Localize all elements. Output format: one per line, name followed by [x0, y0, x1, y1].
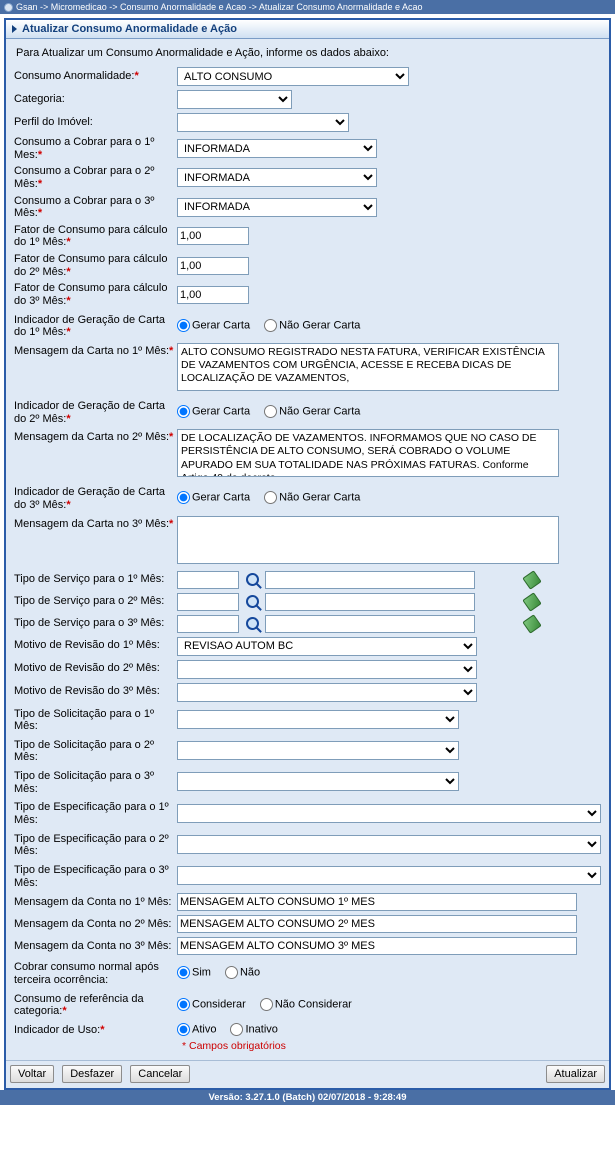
- row-tipo-solicitacao-2: [14, 735, 601, 766]
- radio-input-nao-gerar-carta-1[interactable]: [264, 319, 277, 332]
- label-fator-3: [14, 280, 177, 309]
- label-text: Mensagem da Carta no 3º Mês:: [14, 517, 170, 530]
- label-text: Fator de Consumo para cálculo do 2º Mês:: [14, 253, 168, 278]
- radio-input-gerar-carta-2[interactable]: [177, 405, 190, 418]
- row-mensagem-carta-1: [14, 341, 601, 396]
- atualizar-button[interactable]: Atualizar: [546, 1065, 605, 1083]
- label-text: Mensagem da Carta no 1º Mês:: [14, 344, 170, 357]
- radio-considerar[interactable]: [177, 998, 246, 1011]
- radio-label: Gerar Carta: [192, 491, 251, 504]
- radio-input-gerar-carta-3[interactable]: [177, 491, 190, 504]
- radio-label: Ativo: [192, 1023, 217, 1035]
- required-marker: *: [66, 498, 71, 511]
- select-categoria[interactable]: [177, 90, 292, 109]
- label-tipo-servico-2: Tipo de Serviço para o 2º Mês:: [14, 594, 165, 607]
- page-container: [0, 14, 615, 1090]
- row-indicador-carta-2: [14, 396, 601, 427]
- footer-right-buttons: [546, 1065, 605, 1083]
- row-tipo-especificacao-1: [14, 797, 601, 828]
- search-icon[interactable]: [243, 571, 261, 589]
- radio-input-nao-considerar[interactable]: [260, 998, 273, 1011]
- label-text: Mensagem da Carta no 2º Mês:: [14, 431, 170, 444]
- footer-left-buttons: [10, 1065, 190, 1083]
- input-mensagem-conta-1[interactable]: [177, 893, 577, 911]
- row-motivo-revisao-3: [14, 681, 601, 704]
- radiogroup-cobrar-consumo-normal: [177, 966, 601, 979]
- label-mensagem-carta-1: [14, 341, 177, 396]
- label-text: Indicador de Geração de Carta do 1º Mês:: [14, 313, 166, 339]
- breadcrumb-text: Gsan -> Micromedicao -> Consumo Anormalidade e Acao -> Atualizar Consumo Anormalidade e Acao: [16, 2, 423, 12]
- radio-input-ativo[interactable]: [177, 1023, 190, 1036]
- input-mensagem-conta-2[interactable]: [177, 915, 577, 933]
- label-text: Indicador de Uso:: [14, 1023, 101, 1036]
- required-marker: *: [169, 431, 174, 444]
- label-consumo-cobrar-1: [14, 134, 177, 163]
- label-tipo-especificacao-2: Tipo de Especificação para o 2º Mês:: [14, 832, 169, 858]
- panel-title: [6, 20, 609, 39]
- label-tipo-especificacao-3: Tipo de Especificação para o 3º Mês:: [14, 863, 169, 889]
- label-mensagem-conta-1: Mensagem da Conta no 1º Mês:: [14, 895, 172, 908]
- row-tipo-especificacao-2: [14, 829, 601, 860]
- label-text: Consumo a Cobrar para o 3º Mês:: [14, 194, 155, 220]
- row-indicador-carta-3: [14, 482, 601, 513]
- radio-label: Gerar Carta: [192, 405, 251, 418]
- row-mensagem-conta-1: [14, 891, 601, 913]
- radio-input-gerar-carta-1[interactable]: [177, 319, 190, 332]
- radio-label: Gerar Carta: [192, 319, 251, 332]
- label-tipo-servico-1: Tipo de Serviço para o 1º Mês:: [14, 572, 165, 585]
- select-consumo-anormalidade[interactable]: [177, 67, 409, 86]
- label-mensagem-conta-3: Mensagem da Conta no 3º Mês:: [14, 939, 172, 952]
- select-tipo-especificacao-2[interactable]: [177, 835, 601, 854]
- label-indicador-uso: [14, 1020, 177, 1039]
- clear-icon[interactable]: [523, 593, 541, 611]
- radio-nao-gerar-carta-3[interactable]: [264, 491, 360, 504]
- select-tipo-especificacao-3[interactable]: [177, 866, 601, 885]
- select-consumo-cobrar-2[interactable]: [177, 168, 377, 187]
- label-fator-2: [14, 251, 177, 280]
- radio-gerar-carta-2[interactable]: [177, 405, 250, 418]
- row-tipo-solicitacao-1: [14, 704, 601, 735]
- radio-label: Inativo: [245, 1023, 278, 1035]
- row-consumo-cobrar-1: [14, 134, 601, 163]
- label-tipo-solicitacao-3: Tipo de Solicitação para o 3º Mês:: [14, 770, 154, 795]
- clear-icon[interactable]: [523, 571, 541, 589]
- required-marker: *: [66, 236, 71, 249]
- label-tipo-solicitacao-1: Tipo de Solicitação para o 1º Mês:: [14, 707, 154, 733]
- version-text: Versão: 3.27.1.0 (Batch) 02/07/2018 - 9:28:49: [208, 1092, 407, 1104]
- input-tipo-servico-3-description: [265, 615, 475, 633]
- required-marker: *: [37, 148, 43, 161]
- row-tipo-servico-3: [14, 613, 601, 635]
- row-fator-1: [14, 222, 601, 251]
- row-categoria: [14, 88, 601, 111]
- lookup-tipo-servico-3: [177, 615, 601, 633]
- input-tipo-servico-1-code[interactable]: [177, 571, 239, 589]
- intro-text: Para Atualizar um Consumo Anormalidade e Ação, informe os dados abaixo:: [16, 47, 389, 59]
- row-indicador-uso: [14, 1020, 601, 1039]
- version-bar: [0, 1090, 615, 1105]
- label-tipo-especificacao-1: Tipo de Especificação para o 1º Mês:: [14, 801, 169, 827]
- search-icon[interactable]: [243, 615, 261, 633]
- radiogroup-indicador-carta-1: [177, 319, 601, 332]
- radio-label: Não Considerar: [274, 998, 352, 1011]
- label-motivo-revisao-2: Motivo de Revisão do 2º Mês:: [14, 661, 160, 674]
- lookup-tipo-servico-2: [177, 593, 601, 611]
- row-cobrar-consumo-normal: [14, 957, 601, 988]
- cancelar-button[interactable]: Cancelar: [130, 1065, 190, 1083]
- radio-input-inativo[interactable]: [230, 1023, 243, 1036]
- label-text: Consumo de referência da categoria:: [14, 992, 144, 1018]
- radio-gerar-carta-1[interactable]: [177, 319, 250, 332]
- required-marker: *: [66, 265, 71, 278]
- row-tipo-servico-1: [14, 569, 601, 591]
- form-footer: [6, 1060, 609, 1088]
- input-tipo-servico-1-description: [265, 571, 475, 589]
- radiogroup-indicador-carta-3: [177, 491, 601, 504]
- clear-icon[interactable]: [523, 615, 541, 633]
- voltar-button[interactable]: Voltar: [10, 1065, 54, 1083]
- required-marker: *: [169, 344, 174, 357]
- input-mensagem-conta-3[interactable]: [177, 937, 577, 955]
- radio-nao-gerar-carta-1[interactable]: [264, 319, 360, 332]
- label-indicador-carta-3: [14, 482, 177, 513]
- form-table: [14, 65, 601, 1038]
- input-fator-2[interactable]: [177, 257, 249, 275]
- radio-input-considerar[interactable]: [177, 998, 190, 1011]
- radio-nao-gerar-carta-2[interactable]: [264, 405, 360, 418]
- input-fator-3[interactable]: [177, 286, 249, 304]
- input-tipo-servico-2-code[interactable]: [177, 593, 239, 611]
- label-mensagem-carta-3: [14, 514, 177, 569]
- label-text: Consumo a Cobrar para o 2º Mês:: [14, 165, 155, 190]
- row-tipo-especificacao-3: [14, 860, 601, 891]
- row-mensagem-conta-2: [14, 913, 601, 935]
- panel-title-text: Atualizar Consumo Anormalidade e Ação: [22, 23, 237, 35]
- row-fator-3: [14, 280, 601, 309]
- select-tipo-solicitacao-2[interactable]: [177, 741, 459, 760]
- radio-ativo[interactable]: [177, 1023, 216, 1036]
- input-tipo-servico-3-code[interactable]: [177, 615, 239, 633]
- radio-input-nao-gerar-carta-2[interactable]: [264, 405, 277, 418]
- row-indicador-carta-1: [14, 310, 601, 341]
- label-indicador-carta-2: [14, 396, 177, 427]
- row-fator-2: [14, 251, 601, 280]
- label-mensagem-conta-2: Mensagem da Conta no 2º Mês:: [14, 917, 172, 930]
- lookup-tipo-servico-1: [177, 571, 601, 589]
- required-marker: *: [169, 517, 174, 530]
- row-consumo-referencia: [14, 989, 601, 1020]
- required-marker: *: [134, 70, 139, 83]
- radio-cobrar-nao[interactable]: [225, 966, 260, 979]
- select-consumo-cobrar-1[interactable]: [177, 139, 377, 158]
- row-consumo-cobrar-3: [14, 193, 601, 222]
- radio-gerar-carta-3[interactable]: [177, 491, 250, 504]
- select-motivo-revisao-1[interactable]: [177, 637, 477, 656]
- select-perfil-imovel[interactable]: [177, 113, 349, 132]
- globe-icon: [4, 3, 13, 12]
- row-tipo-servico-2: [14, 591, 601, 613]
- label-text: Indicador de Geração de Carta do 2º Mês:: [14, 399, 166, 425]
- panel-body: [6, 39, 609, 1060]
- row-consumo-cobrar-2: [14, 163, 601, 192]
- form-panel: [4, 18, 611, 1090]
- label-consumo-anormalidade: [14, 65, 177, 88]
- textarea-mensagem-carta-2[interactable]: [177, 429, 559, 477]
- row-tipo-solicitacao-3: [14, 766, 601, 797]
- radio-input-nao-gerar-carta-3[interactable]: [264, 491, 277, 504]
- radiogroup-indicador-uso: [177, 1023, 601, 1036]
- select-tipo-solicitacao-3[interactable]: [177, 772, 459, 791]
- select-tipo-solicitacao-1[interactable]: [177, 710, 459, 729]
- required-marker: *: [100, 1023, 105, 1036]
- radio-label: Sim: [192, 966, 211, 979]
- row-consumo-anormalidade: [14, 65, 601, 88]
- select-motivo-revisao-2[interactable]: [177, 660, 477, 679]
- select-motivo-revisao-3[interactable]: [177, 683, 477, 702]
- required-marker: *: [66, 295, 71, 308]
- label-consumo-cobrar-2: [14, 163, 177, 192]
- radiogroup-indicador-carta-2: [177, 405, 601, 418]
- row-motivo-revisao-1: [14, 635, 601, 658]
- radio-inativo[interactable]: [230, 1023, 277, 1036]
- row-motivo-revisao-2: [14, 658, 601, 681]
- select-consumo-cobrar-3[interactable]: [177, 198, 377, 217]
- label-motivo-revisao-3: Motivo de Revisão do 3º Mês:: [14, 684, 160, 697]
- select-tipo-especificacao-1[interactable]: [177, 804, 601, 823]
- radio-label: Não: [239, 966, 261, 979]
- textarea-mensagem-carta-3[interactable]: [177, 516, 559, 564]
- label-cobrar-consumo-normal: Cobrar consumo normal após terceira ocorrência:: [14, 961, 159, 986]
- radio-label: Não Gerar Carta: [279, 405, 361, 418]
- label-consumo-referencia: [14, 989, 177, 1020]
- label-text: Indicador de Geração de Carta do 3º Mês:: [14, 486, 166, 511]
- label-tipo-servico-3: Tipo de Serviço para o 3º Mês:: [14, 616, 165, 629]
- input-fator-1[interactable]: [177, 227, 249, 245]
- radio-cobrar-sim[interactable]: [177, 966, 211, 979]
- label-tipo-solicitacao-2: Tipo de Solicitação para o 2º Mês:: [14, 738, 154, 764]
- required-marker: *: [66, 326, 71, 339]
- row-mensagem-carta-2: [14, 427, 601, 482]
- label-text: Fator de Consumo para cálculo do 3º Mês:: [14, 282, 168, 308]
- search-icon[interactable]: [243, 593, 261, 611]
- required-marker: *: [37, 177, 43, 190]
- breadcrumb: [0, 0, 615, 14]
- mandatory-note: * Campos obrigatórios: [182, 1040, 286, 1053]
- row-mensagem-conta-3: [14, 935, 601, 957]
- radio-label: Considerar: [192, 998, 246, 1011]
- radio-nao-considerar[interactable]: [260, 998, 352, 1011]
- row-mensagem-carta-3: [14, 514, 601, 569]
- label-text: Consumo Anormalidade:: [14, 70, 135, 83]
- required-marker: *: [62, 1005, 67, 1018]
- label-motivo-revisao-1: Motivo de Revisão do 1º Mês:: [14, 638, 160, 651]
- label-text: Fator de Consumo para cálculo do 1º Mês:: [14, 223, 168, 249]
- row-perfil-imovel: [14, 111, 601, 134]
- label-fator-1: [14, 222, 177, 251]
- radio-input-cobrar-sim[interactable]: [177, 966, 190, 979]
- label-mensagem-carta-2: [14, 427, 177, 482]
- radio-label: Não Gerar Carta: [279, 319, 361, 332]
- label-perfil-imovel: Perfil do Imóvel:: [14, 116, 93, 129]
- label-indicador-carta-1: [14, 310, 177, 341]
- desfazer-button[interactable]: Desfazer: [62, 1065, 122, 1083]
- radio-input-cobrar-nao[interactable]: [225, 966, 238, 979]
- input-tipo-servico-2-description: [265, 593, 475, 611]
- expand-triangle-icon: [12, 25, 17, 33]
- radiogroup-consumo-referencia: [177, 998, 601, 1011]
- label-text: Consumo a Cobrar para o 1º Mes:: [14, 136, 155, 161]
- textarea-mensagem-carta-1[interactable]: [177, 343, 559, 391]
- radio-label: Não Gerar Carta: [279, 491, 361, 504]
- label-consumo-cobrar-3: [14, 193, 177, 222]
- label-categoria: Categoria:: [14, 93, 65, 106]
- required-marker: *: [66, 412, 71, 425]
- required-marker: *: [37, 207, 43, 220]
